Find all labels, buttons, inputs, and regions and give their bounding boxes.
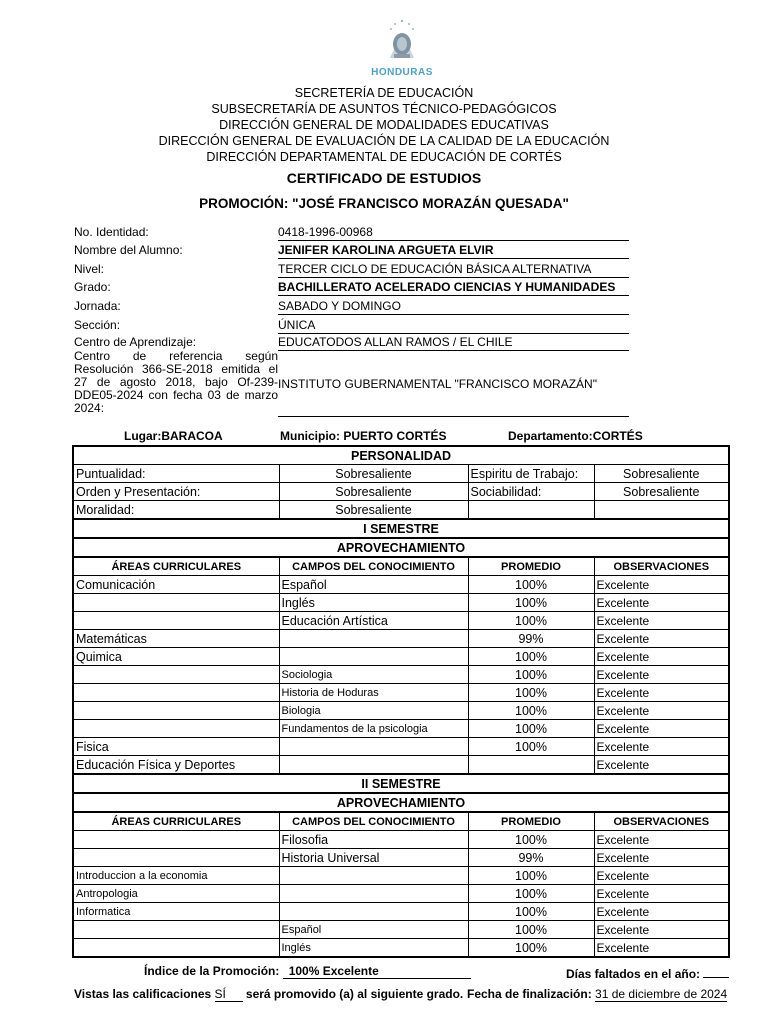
level-label: Nivel: bbox=[74, 262, 105, 276]
grades-seen-value: SÍ bbox=[215, 987, 243, 1002]
semester2-title-row bbox=[73, 774, 729, 793]
semester1-subtitle-row bbox=[73, 538, 729, 557]
personality-title-row bbox=[73, 446, 729, 465]
area-cell bbox=[73, 684, 279, 702]
table-row bbox=[73, 867, 729, 885]
id-label: No. Identidad: bbox=[74, 225, 149, 239]
column-header: OBSERVACIONES bbox=[594, 557, 729, 576]
area-cell: Educación Física y Deportes bbox=[73, 756, 279, 775]
area-cell bbox=[73, 702, 279, 720]
column-header: ÁREAS CURRICULARES bbox=[73, 557, 279, 576]
average-cell: 100% bbox=[468, 885, 594, 903]
semester2-subtitle-row bbox=[73, 793, 729, 812]
area-cell bbox=[73, 612, 279, 630]
section-value: ÚNICA bbox=[278, 318, 629, 334]
average-cell: 100% bbox=[468, 921, 594, 939]
average-cell: 99% bbox=[468, 849, 594, 867]
table-row bbox=[73, 756, 729, 775]
average-cell bbox=[468, 756, 594, 775]
personality-row bbox=[73, 483, 729, 501]
average-cell: 100% bbox=[468, 684, 594, 702]
document-title: CERTIFICADO DE ESTUDIOS bbox=[286, 170, 482, 186]
table-row bbox=[73, 576, 729, 594]
department-label: Departamento: bbox=[508, 429, 593, 443]
semester2-header-row bbox=[73, 812, 729, 831]
table-row bbox=[73, 666, 729, 684]
average-cell: 100% bbox=[468, 594, 594, 612]
table-row bbox=[73, 738, 729, 756]
observation-cell: Excelente bbox=[594, 903, 729, 921]
reference-center-value: INSTITUTO GUBERNAMENTAL "FRANCISCO MORAZÁN" bbox=[278, 377, 597, 391]
table-row bbox=[73, 903, 729, 921]
campo-cell bbox=[279, 738, 468, 756]
table-row bbox=[73, 921, 729, 939]
area-cell bbox=[73, 939, 279, 958]
reference-underline bbox=[278, 416, 629, 417]
promotion-index bbox=[144, 964, 471, 979]
table-row bbox=[73, 831, 729, 849]
id-value: 0418-1996-00968 bbox=[278, 225, 629, 241]
observation-cell: Excelente bbox=[594, 648, 729, 666]
end-date-label: Fecha de finalización: bbox=[467, 987, 592, 1001]
campo-cell: Educación Artística bbox=[279, 612, 468, 630]
header-line-2: SUBSECRETARÍA DE ASUNTOS TÉCNICO-PEDAGÓGICOS bbox=[211, 102, 557, 116]
campo-cell: Historia de Hoduras bbox=[279, 684, 468, 702]
campo-cell: Español bbox=[279, 921, 468, 939]
semester1-subtitle: APROVECHAMIENTO bbox=[73, 538, 729, 557]
header-line-5: DIRECCIÓN DEPARTAMENTAL DE EDUCACIÓN DE CORTÉS bbox=[206, 150, 562, 164]
grades-seen bbox=[74, 987, 463, 1002]
observation-cell: Excelente bbox=[594, 939, 729, 958]
personality-label bbox=[468, 501, 594, 520]
campo-cell bbox=[279, 630, 468, 648]
campo-cell bbox=[279, 903, 468, 921]
personality-value: Sobresaliente bbox=[279, 465, 468, 483]
personality-label: Espiritu de Trabajo: bbox=[468, 465, 594, 483]
area-cell bbox=[73, 849, 279, 867]
personality-value bbox=[594, 501, 729, 520]
column-header: PROMEDIO bbox=[468, 557, 594, 576]
personality-label: Moralidad: bbox=[73, 501, 279, 520]
average-cell: 100% bbox=[468, 666, 594, 684]
center-label: Centro de Aprendizaje: bbox=[74, 335, 197, 349]
personality-value: Sobresaliente bbox=[279, 483, 468, 501]
promoted-text: será promovido (a) al siguiente grado. bbox=[245, 987, 464, 1001]
center-value: EDUCATODOS ALLAN RAMOS / EL CHILE bbox=[278, 335, 629, 351]
area-cell: Antropologia bbox=[73, 885, 279, 903]
observation-cell: Excelente bbox=[594, 576, 729, 594]
table-row bbox=[73, 594, 729, 612]
area-cell: Informatica bbox=[73, 903, 279, 921]
coat-of-arms-icon bbox=[382, 18, 422, 62]
table-row bbox=[73, 684, 729, 702]
promotion-index-label: Índice de la Promoción: bbox=[144, 964, 280, 978]
header-line-3: DIRECCIÓN GENERAL DE MODALIDADES EDUCATIVAS bbox=[219, 118, 549, 132]
campo-cell: Inglés bbox=[279, 594, 468, 612]
observation-cell: Excelente bbox=[594, 867, 729, 885]
campo-cell: Español bbox=[279, 576, 468, 594]
semester1-title-row bbox=[73, 519, 729, 538]
section-label: Sección: bbox=[74, 318, 121, 332]
observation-cell: Excelente bbox=[594, 738, 729, 756]
observation-cell: Excelente bbox=[594, 702, 729, 720]
end-date-value: 31 de diciembre de 2024 bbox=[595, 987, 728, 1001]
average-cell: 100% bbox=[468, 867, 594, 885]
average-cell: 100% bbox=[468, 831, 594, 849]
observation-cell: Excelente bbox=[594, 921, 729, 939]
observation-cell: Excelente bbox=[594, 666, 729, 684]
department bbox=[508, 429, 643, 443]
personality-row bbox=[73, 465, 729, 483]
average-cell: 100% bbox=[468, 648, 594, 666]
days-absent-value bbox=[703, 964, 729, 978]
honduras-logo bbox=[362, 18, 442, 78]
shift-value: SABADO Y DOMINGO bbox=[278, 299, 629, 315]
area-cell: Comunicación bbox=[73, 576, 279, 594]
table-row bbox=[73, 939, 729, 958]
place bbox=[124, 429, 223, 443]
semester2-subtitle: APROVECHAMIENTO bbox=[73, 793, 729, 812]
personality-value: Sobresaliente bbox=[279, 501, 468, 520]
area-cell: Fisica bbox=[73, 738, 279, 756]
area-cell bbox=[73, 594, 279, 612]
area-cell: Introduccion a la economia bbox=[73, 867, 279, 885]
average-cell: 100% bbox=[468, 702, 594, 720]
grades-table bbox=[72, 445, 730, 958]
grades-seen-label: Vistas las calificaciones bbox=[74, 987, 212, 1001]
table-row bbox=[73, 849, 729, 867]
header-line-4: DIRECCIÓN GENERAL DE EVALUACIÓN DE LA CALIDAD DE LA EDUCACIÓN bbox=[158, 134, 610, 148]
personality-label: Sociabilidad: bbox=[468, 483, 594, 501]
municipality bbox=[280, 429, 446, 443]
campo-cell bbox=[279, 867, 468, 885]
name-value: JENIFER KAROLINA ARGUETA ELVIR bbox=[278, 243, 629, 259]
table-row bbox=[73, 612, 729, 630]
observation-cell: Excelente bbox=[594, 594, 729, 612]
municipality-label: Municipio: bbox=[280, 429, 340, 443]
semester1-header-row bbox=[73, 557, 729, 576]
campo-cell: Sociologia bbox=[279, 666, 468, 684]
personality-title: PERSONALIDAD bbox=[73, 446, 729, 465]
personality-row bbox=[73, 501, 729, 520]
area-cell bbox=[73, 666, 279, 684]
campo-cell: Inglés bbox=[279, 939, 468, 958]
average-cell: 100% bbox=[468, 612, 594, 630]
campo-cell bbox=[279, 885, 468, 903]
area-cell bbox=[73, 720, 279, 738]
observation-cell: Excelente bbox=[594, 831, 729, 849]
personality-value: Sobresaliente bbox=[594, 465, 729, 483]
campo-cell bbox=[279, 756, 468, 775]
table-row bbox=[73, 885, 729, 903]
personality-value: Sobresaliente bbox=[594, 483, 729, 501]
area-cell bbox=[73, 921, 279, 939]
department-value: CORTÉS bbox=[592, 429, 643, 443]
municipality-value: PUERTO CORTÉS bbox=[343, 429, 447, 443]
observation-cell: Excelente bbox=[594, 630, 729, 648]
promotion-title: PROMOCIÓN: "JOSÉ FRANCISCO MORAZÁN QUESADA" bbox=[199, 196, 569, 211]
column-header: PROMEDIO bbox=[468, 812, 594, 831]
observation-cell: Excelente bbox=[594, 756, 729, 775]
campo-cell: Historia Universal bbox=[279, 849, 468, 867]
place-label: Lugar: bbox=[124, 429, 162, 443]
campo-cell: Biologia bbox=[279, 702, 468, 720]
area-cell: Quimica bbox=[73, 648, 279, 666]
campo-cell: Filosofia bbox=[279, 831, 468, 849]
grade-value: BACHILLERATO ACELERADO CIENCIAS Y HUMANIDADES bbox=[278, 280, 629, 296]
area-cell bbox=[73, 831, 279, 849]
campo-cell bbox=[279, 648, 468, 666]
average-cell: 100% bbox=[468, 738, 594, 756]
campo-cell: Fundamentos de la psicologia bbox=[279, 720, 468, 738]
shift-label: Jornada: bbox=[74, 299, 121, 313]
table-row bbox=[73, 648, 729, 666]
place-value: BARACOA bbox=[161, 429, 223, 443]
column-header: CAMPOS DEL CONOCIMIENTO bbox=[279, 557, 468, 576]
header-line-1: SECRETERÍA DE EDUCACIÓN bbox=[294, 86, 474, 100]
logo-text: HONDURAS bbox=[371, 67, 433, 78]
level-value: TERCER CICLO DE EDUCACIÓN BÁSICA ALTERNATIVA bbox=[278, 262, 629, 278]
observation-cell: Excelente bbox=[594, 720, 729, 738]
area-cell: Matemáticas bbox=[73, 630, 279, 648]
personality-label: Puntualidad: bbox=[73, 465, 279, 483]
end-date bbox=[467, 987, 727, 1002]
semester2-title: II SEMESTRE bbox=[73, 774, 729, 793]
average-cell: 99% bbox=[468, 630, 594, 648]
average-cell: 100% bbox=[468, 939, 594, 958]
promotion-index-value: 100% Excelente bbox=[283, 964, 471, 979]
observation-cell: Excelente bbox=[594, 849, 729, 867]
column-header: OBSERVACIONES bbox=[594, 812, 729, 831]
observation-cell: Excelente bbox=[594, 885, 729, 903]
days-absent bbox=[566, 964, 729, 981]
observation-cell: Excelente bbox=[594, 612, 729, 630]
table-row bbox=[73, 630, 729, 648]
average-cell: 100% bbox=[468, 903, 594, 921]
name-label: Nombre del Alumno: bbox=[74, 243, 183, 257]
column-header: CAMPOS DEL CONOCIMIENTO bbox=[279, 812, 468, 831]
average-cell: 100% bbox=[468, 576, 594, 594]
grade-label: Grado: bbox=[74, 280, 111, 294]
table-row bbox=[73, 720, 729, 738]
days-absent-label: Días faltados en el año: bbox=[566, 967, 701, 981]
observation-cell: Excelente bbox=[594, 684, 729, 702]
semester1-title: I SEMESTRE bbox=[73, 519, 729, 538]
table-row bbox=[73, 702, 729, 720]
column-header: ÁREAS CURRICULARES bbox=[73, 812, 279, 831]
reference-center-label: Centro de referencia según Resolución 366-SE-2018 emitida el 27 de agosto 2018, bajo Of-239-DDE05-2024 con fecha 03 de marzo 2024: bbox=[74, 349, 278, 415]
personality-label: Orden y Presentación: bbox=[73, 483, 279, 501]
average-cell: 100% bbox=[468, 720, 594, 738]
